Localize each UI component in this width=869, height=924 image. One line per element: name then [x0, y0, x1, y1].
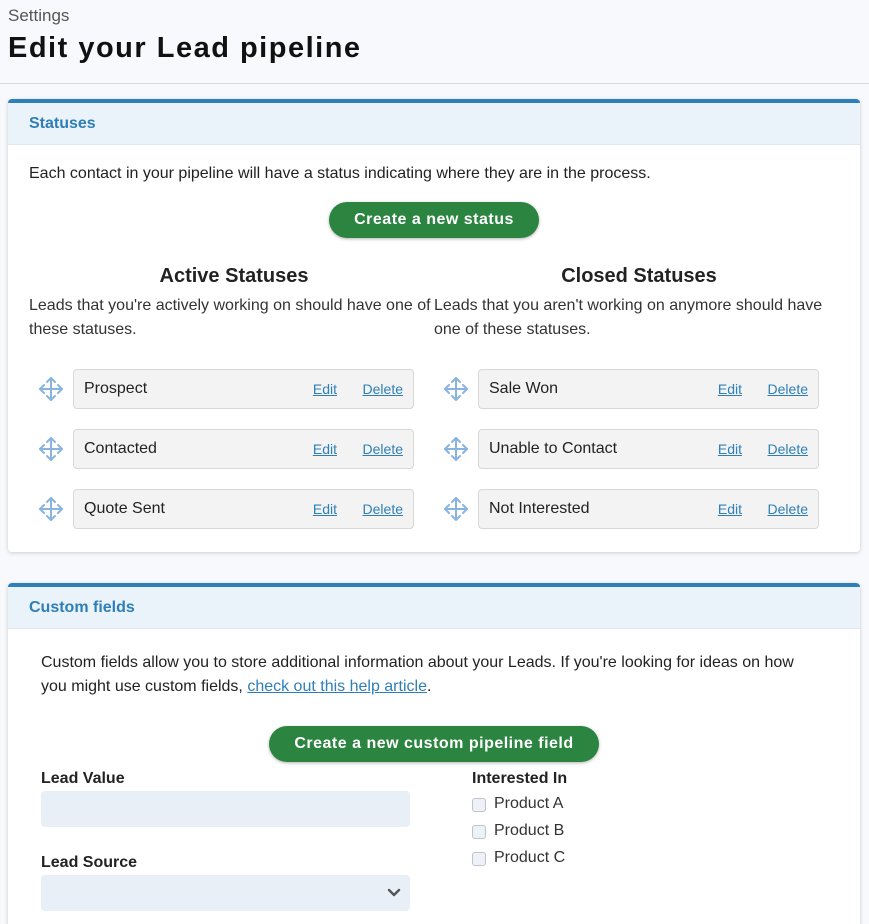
create-custom-field-button[interactable]: Create a new custom pipeline field — [269, 726, 599, 762]
status-row[interactable] — [31, 429, 441, 469]
product-c-label: Product C — [494, 849, 566, 866]
status-name: Unable to Contact — [489, 440, 618, 457]
breadcrumb[interactable]: Settings — [8, 6, 70, 25]
edit-status-link[interactable]: Edit — [312, 381, 337, 397]
lead-source-label: Lead Source — [41, 854, 138, 871]
product-b-checkbox[interactable] — [472, 825, 486, 839]
custom-fields-heading: Custom fields — [8, 587, 860, 629]
edit-status-link[interactable]: Edit — [717, 501, 742, 517]
delete-status-link[interactable]: Delete — [767, 501, 808, 517]
product-a-checkbox[interactable] — [472, 798, 486, 812]
status-name: Sale Won — [489, 380, 559, 397]
edit-status-link[interactable]: Edit — [717, 441, 742, 457]
edit-status-link[interactable]: Edit — [717, 381, 742, 397]
edit-status-link[interactable]: Edit — [312, 441, 337, 457]
custom-fields-panel — [8, 583, 860, 924]
status-pill — [73, 429, 414, 469]
status-pill — [478, 369, 819, 409]
custom-fields-intro-text: Custom fields allow you to store additional information about your Leads. If you're looking for ideas on how you might use custom fields, — [41, 654, 794, 695]
status-row[interactable] — [436, 489, 846, 529]
delete-status-link[interactable]: Delete — [362, 441, 403, 457]
product-b-label: Product B — [494, 822, 565, 839]
status-name: Quote Sent — [84, 500, 165, 517]
active-statuses-description: Leads that you're actively working on should have one of these statuses. — [29, 297, 431, 338]
chevron-down-icon — [386, 885, 402, 901]
delete-status-link[interactable]: Delete — [362, 501, 403, 517]
move-arrows-icon[interactable] — [37, 435, 65, 463]
lead-value-label: Lead Value — [41, 770, 125, 787]
closed-statuses-column — [434, 265, 844, 342]
active-statuses-column — [29, 265, 439, 342]
lead-value-input[interactable] — [41, 791, 410, 827]
custom-fields-intro — [41, 651, 811, 699]
status-pill — [73, 489, 414, 529]
delete-status-link[interactable]: Delete — [362, 381, 403, 397]
active-statuses-title: Active Statuses — [159, 265, 309, 287]
closed-statuses-description: Leads that you aren't working on anymore should have one of these statuses. — [434, 297, 823, 338]
move-arrows-icon[interactable] — [37, 495, 65, 523]
status-row[interactable] — [31, 369, 441, 409]
status-name: Prospect — [84, 380, 148, 397]
statuses-panel — [8, 99, 860, 552]
delete-status-link[interactable]: Delete — [767, 381, 808, 397]
delete-status-link[interactable]: Delete — [767, 441, 808, 457]
help-article-link[interactable]: check out this help article — [247, 678, 427, 695]
statuses-intro: Each contact in your pipeline will have a status indicating where they are in the process. — [29, 165, 651, 182]
move-arrows-icon[interactable] — [442, 495, 470, 523]
create-status-button[interactable]: Create a new status — [329, 202, 539, 238]
status-pill — [478, 429, 819, 469]
status-name: Contacted — [84, 440, 157, 457]
status-pill — [73, 369, 414, 409]
move-arrows-icon[interactable] — [442, 375, 470, 403]
move-arrows-icon[interactable] — [442, 435, 470, 463]
statuses-heading: Statuses — [8, 103, 860, 145]
interested-in-label: Interested In — [472, 770, 568, 787]
status-name: Not Interested — [489, 500, 590, 517]
lead-source-select[interactable] — [41, 875, 410, 911]
edit-status-link[interactable]: Edit — [312, 501, 337, 517]
status-row[interactable] — [31, 489, 441, 529]
product-c-checkbox[interactable] — [472, 852, 486, 866]
page-title: Edit your Lead pipeline — [8, 32, 362, 64]
closed-statuses-title: Closed Statuses — [561, 265, 717, 287]
page-header — [0, 0, 869, 84]
status-row[interactable] — [436, 369, 846, 409]
move-arrows-icon[interactable] — [37, 375, 65, 403]
status-pill — [478, 489, 819, 529]
custom-fields-intro-end: . — [426, 678, 432, 695]
product-a-label: Product A — [494, 795, 564, 812]
status-row[interactable] — [436, 429, 846, 469]
